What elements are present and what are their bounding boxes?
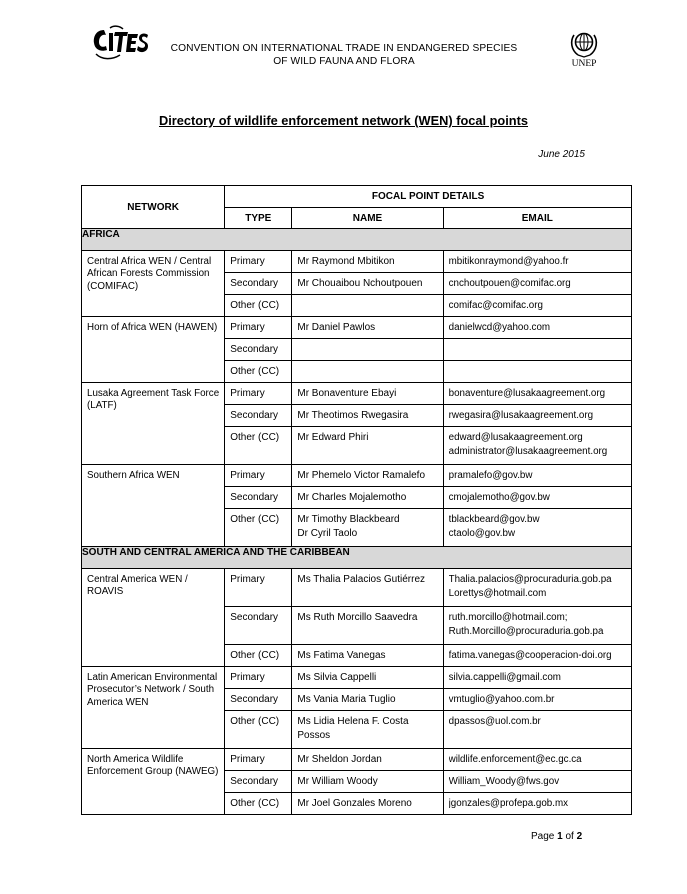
focal-name-line: Possos [297,730,331,741]
focal-type-text: Primary [230,256,265,267]
focal-type [225,711,292,749]
focal-email-line[interactable]: William_Woody@fws.gov [448,776,560,787]
organization-name-line2: OF WILD FAUNA AND FLORA [273,56,415,67]
focal-name [292,711,443,749]
focal-name-line: Mr Timothy Blackbeard [297,514,400,525]
focal-name [292,607,443,645]
focal-type-text: Secondary [230,612,279,623]
table-row [82,667,632,689]
focal-email [443,607,631,645]
network-name: Central America WEN / ROAVIS [82,569,225,667]
focal-email [443,361,631,383]
focal-type [225,771,292,793]
network-name: North America Wildlife Enforcement Group (NAWEG) [82,749,225,815]
focal-type-text: Primary [230,672,265,683]
focal-type-text: Other (CC) [230,300,280,311]
page-word: Page [531,831,555,842]
focal-name [292,295,443,317]
page-number [531,831,582,842]
focal-email [443,339,631,361]
focal-email-line[interactable]: ruth.morcillo@hotmail.com; [448,612,568,623]
focal-email [443,569,631,607]
focal-type-text: Primary [230,322,265,333]
focal-email [443,487,631,509]
focal-type [225,251,292,273]
network-name: Lusaka Agreement Task Force (LATF) [82,383,225,465]
focal-name-line: Mr William Woody [297,776,378,787]
focal-email-line[interactable]: Ruth.Morcillo@procuraduria.gob.pa [448,626,604,637]
focal-email-line[interactable]: tblackbeard@gov.bw [448,514,540,525]
document-date: June 2015 [538,149,585,160]
focal-name-line: Ms Lidia Helena F. Costa [297,716,409,727]
focal-email [443,251,631,273]
focal-name-line: Mr Raymond Mbitikon [297,256,395,267]
focal-name-line: Mr Theotimos Rwegasira [297,410,409,421]
focal-type-text: Other (CC) [230,366,280,377]
focal-points-table [81,185,632,815]
focal-type-text: Secondary [230,278,279,289]
focal-type [225,607,292,645]
focal-type-text: Primary [230,388,265,399]
focal-type-text: Other (CC) [230,432,280,443]
table-row [82,317,632,339]
focal-name [292,339,443,361]
page-of: of [565,831,574,842]
focal-name-line: Mr Joel Gonzales Moreno [297,798,412,809]
focal-name [292,487,443,509]
focal-name [292,689,443,711]
focal-email [443,689,631,711]
focal-type [225,383,292,405]
focal-email-line[interactable]: jgonzales@profepa.gob.mx [448,798,569,809]
focal-type-text: Other (CC) [230,798,280,809]
focal-type [225,487,292,509]
focal-name [292,645,443,667]
focal-type [225,273,292,295]
focal-name-line: Mr Edward Phiri [297,432,369,443]
organization-name [150,42,538,68]
table-row [82,569,632,607]
focal-type [225,509,292,547]
focal-email-line[interactable]: Thalia.palacios@procuraduria.gob.pa [448,574,612,585]
organization-name-line1: CONVENTION ON INTERNATIONAL TRADE IN ENDANGERED SPECIES [170,43,518,54]
focal-email-line[interactable]: pramalefo@gov.bw [448,470,533,481]
focal-type [225,645,292,667]
cites-logo [90,24,152,64]
table-row [82,465,632,487]
focal-type-text: Primary [230,470,265,481]
section-row [82,547,632,569]
focal-type-text: Other (CC) [230,514,280,525]
focal-email-line[interactable]: dpassos@uol.com.br [448,716,541,727]
focal-type [225,465,292,487]
header-email: EMAIL [443,208,631,229]
focal-name [292,383,443,405]
focal-name-line: Mr Chouaibou Nchoutpouen [297,278,423,289]
focal-name-line: Mr Daniel Pawlos [297,322,376,333]
network-name: Southern Africa WEN [82,465,225,547]
focal-name-line: Ms Thalia Palacios Gutiérrez [297,574,426,585]
focal-name [292,427,443,465]
section-row [82,229,632,251]
unep-logo [560,29,608,71]
network-name: Central Africa WEN / Central African Forests Commission (COMIFAC) [82,251,225,317]
focal-type-text: Other (CC) [230,650,280,661]
focal-name-line: Ms Fatima Vanegas [297,650,386,661]
focal-name [292,749,443,771]
focal-email-line[interactable]: silvia.cappelli@gmail.com [448,672,561,683]
focal-name [292,771,443,793]
focal-name [292,251,443,273]
focal-email [443,427,631,465]
focal-type [225,749,292,771]
header-name: NAME [292,208,443,229]
focal-type [225,339,292,361]
page-total: 2 [576,831,583,842]
focal-email-line[interactable]: fatima.vanegas@cooperacion-doi.org [448,650,612,661]
focal-type-text: Secondary [230,410,279,421]
network-name: Horn of Africa WEN (HAWEN) [82,317,225,383]
focal-type-text: Secondary [230,776,279,787]
header-type: TYPE [225,208,292,229]
focal-email [443,667,631,689]
focal-name [292,793,443,815]
focal-type [225,295,292,317]
page-current: 1 [557,831,563,842]
focal-type [225,361,292,383]
focal-email-line[interactable]: comifac@comifac.org [448,300,543,311]
focal-email [443,749,631,771]
cites-logo-icon [90,24,152,64]
focal-type [225,427,292,465]
focal-name [292,509,443,547]
focal-type [225,793,292,815]
focal-name [292,465,443,487]
focal-name [292,405,443,427]
focal-name-line: Mr Bonaventure Ebayi [297,388,397,399]
focal-email [443,383,631,405]
focal-email [443,465,631,487]
focal-email [443,711,631,749]
focal-type [225,317,292,339]
focal-email-line[interactable]: rwegasira@lusakaagreement.org [448,410,594,421]
focal-type-text: Primary [230,574,265,585]
section-heading: SOUTH AND CENTRAL AMERICA AND THE CARIBBEAN [82,547,632,569]
focal-name-line: Ms Vania Maria Tuglio [297,694,396,705]
focal-name-line: Mr Charles Mojalemotho [297,492,407,503]
focal-name [292,317,443,339]
network-name: Latin American Environmental Prosecutor’s Network / South America WEN [82,667,225,749]
table-row [82,251,632,273]
focal-type [225,689,292,711]
focal-email-line[interactable]: wildlife.enforcement@ec.gc.ca [448,754,582,765]
focal-email-line[interactable]: cnchoutpouen@comifac.org [448,278,571,289]
table-row [82,383,632,405]
un-emblem-icon [569,29,599,59]
focal-type-text: Other (CC) [230,716,280,727]
focal-email-line[interactable]: ctaolo@gov.bw [448,528,516,539]
focal-name [292,667,443,689]
focal-name-line: Ms Ruth Morcillo Saavedra [297,612,418,623]
focal-email-line[interactable]: danielwcd@yahoo.com [448,322,551,333]
focal-email-line[interactable]: mbitikonraymond@yahoo.fr [448,256,569,267]
focal-type [225,569,292,607]
focal-email [443,509,631,547]
focal-email-line[interactable]: administrator@lusakaagreement.org [448,446,608,457]
focal-type [225,667,292,689]
focal-type-text: Secondary [230,694,279,705]
focal-name [292,273,443,295]
focal-email-line[interactable]: Lorettys@hotmail.com [448,588,547,599]
focal-email-line[interactable]: cmojalemotho@gov.bw [448,492,550,503]
focal-name-line: Mr Phemelo Victor Ramalefo [297,470,426,481]
focal-type-text: Secondary [230,344,279,355]
focal-name-line: Dr Cyril Taolo [297,528,358,539]
document-title: Directory of wildlife enforcement network (WEN) focal points [158,113,529,128]
table-body [82,229,632,815]
focal-email-line[interactable]: bonaventure@lusakaagreement.org [448,388,606,399]
focal-email [443,405,631,427]
focal-name [292,361,443,383]
unep-label: UNEP [571,59,597,69]
focal-email [443,273,631,295]
focal-name-line: Mr Sheldon Jordan [297,754,382,765]
focal-name-line: Ms Silvia Cappelli [297,672,377,683]
focal-email [443,317,631,339]
table-row [82,749,632,771]
focal-type-text: Primary [230,754,265,765]
focal-name [292,569,443,607]
header-network: NETWORK [82,186,225,229]
focal-email-line[interactable]: vmtuglio@yahoo.com.br [448,694,555,705]
header-focal-point-details: FOCAL POINT DETAILS [225,186,632,208]
focal-email-line[interactable]: edward@lusakaagreement.org [448,432,583,443]
focal-email [443,771,631,793]
focal-email [443,295,631,317]
focal-email [443,793,631,815]
focal-type-text: Secondary [230,492,279,503]
focal-email [443,645,631,667]
section-heading: AFRICA [82,229,632,251]
focal-type [225,405,292,427]
